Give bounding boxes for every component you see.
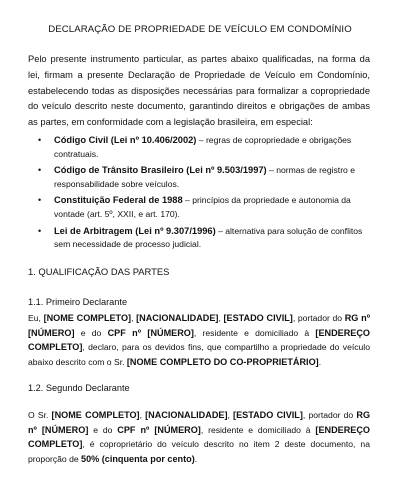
placeholder-full-name: [NOME COMPLETO] [51, 410, 140, 420]
ownership-share: 50% (cinquenta por cento) [81, 453, 195, 464]
legislation-list [28, 134, 372, 255]
placeholder-nationality: [NACIONALIDADE] [136, 313, 219, 323]
section-heading-parties: 1. QUALIFICAÇÃO DAS PARTES [28, 266, 170, 277]
placeholder-address: [ENDEREÇO COMPLETO] [28, 424, 370, 450]
legislation-item-traffic-code [28, 164, 372, 191]
placeholder-cpf-number: CPF nº [NÚMERO] [107, 327, 194, 338]
placeholder-rg-number: RG nº [NÚMERO] [28, 410, 371, 435]
subsection-heading-first-declarant: 1.1. Primeiro Declarante [28, 297, 128, 307]
subsection-heading-second-declarant: 1.2. Segundo Declarante [28, 383, 130, 393]
placeholder-nationality: [NACIONALIDADE] [145, 410, 228, 420]
legislation-item-constitution [28, 194, 372, 221]
law-name: Constituição Federal de 1988 [54, 195, 183, 206]
law-name: Código Civil (Lei nº 10.406/2002) [54, 135, 197, 145]
bullet-icon: • [38, 135, 42, 145]
law-description: – regras de copropriedade e obrigações contratuais. [54, 135, 352, 159]
legislation-item-arbitration-law [28, 225, 372, 252]
placeholder-marital-status: [ESTADO CIVIL] [223, 313, 293, 323]
second-declarant-paragraph: O Sr. [NOME COMPLETO], [NACIONALIDADE], [ESTADO CIVIL], portador do RG nº [NÚMERO] e do CPF nº [NÚMERO], residente e domiciliado à [ENDEREÇO COMPLETO], é coproprietário do veículo descrito no item 2 deste documento, na proporção de 50% (cinquenta por cento). [28, 410, 371, 464]
placeholder-cpf-number: CPF nº [NÚMERO] [117, 424, 201, 435]
law-name: Lei de Arbitragem (Lei nº 9.307/1996) [54, 225, 216, 236]
bullet-icon: • [38, 165, 42, 176]
placeholder-full-name: [NOME COMPLETO] [43, 313, 132, 323]
bullet-icon: • [38, 225, 42, 236]
bullet-icon: • [38, 195, 42, 206]
document-title: DECLARAÇÃO DE PROPRIEDADE DE VEÍCULO EM CONDOMÍNIO [48, 24, 352, 35]
first-declarant-paragraph: Eu, [NOME COMPLETO], [NACIONALIDADE], [ESTADO CIVIL], portador do RG nº [NÚMERO] e do CPF nº [NÚMERO], residente e domiciliado à [ENDEREÇO COMPLETO], declaro, para os devidos fins, que compartilho a propriedade do veículo abaixo descrito com o Sr. [NOME COMPLETO DO CO-PROPRIETÁRIO]. [28, 313, 371, 367]
legislation-item-civil-code [28, 134, 372, 161]
placeholder-marital-status: [ESTADO CIVIL] [233, 410, 303, 420]
intro-paragraph: Pelo presente instrumento particular, as partes abaixo qualificadas, na forma da lei, firmam a presente Declaração de Propriedade de Veículo em Condomínio, estabelecendo todas as disposições necessárias para formalizar a copropriedade do veículo descrito neste documento, garantindo direitos e obrigações de ambas as partes, em conformidade com a legislação brasileira, em especial: [28, 54, 370, 128]
placeholder-address: [ENDEREÇO COMPLETO] [28, 327, 370, 353]
placeholder-rg-number: RG nº [NÚMERO] [28, 313, 371, 338]
law-description: – princípios da propriedade e autonomia da vontade (art. 5º, XXII, e art. 170). [54, 195, 351, 219]
law-description: – normas de registro e responsabilidade sobre veículos. [54, 165, 356, 189]
law-name: Código de Trânsito Brasileiro (Lei nº 9.503/1997) [54, 165, 267, 176]
law-description: – alternativa para solução de conflitos sem necessidade de processo judicial. [54, 225, 363, 250]
placeholder-co-owner-name: [NOME COMPLETO DO CO-PROPRIETÁRIO] [126, 356, 319, 367]
